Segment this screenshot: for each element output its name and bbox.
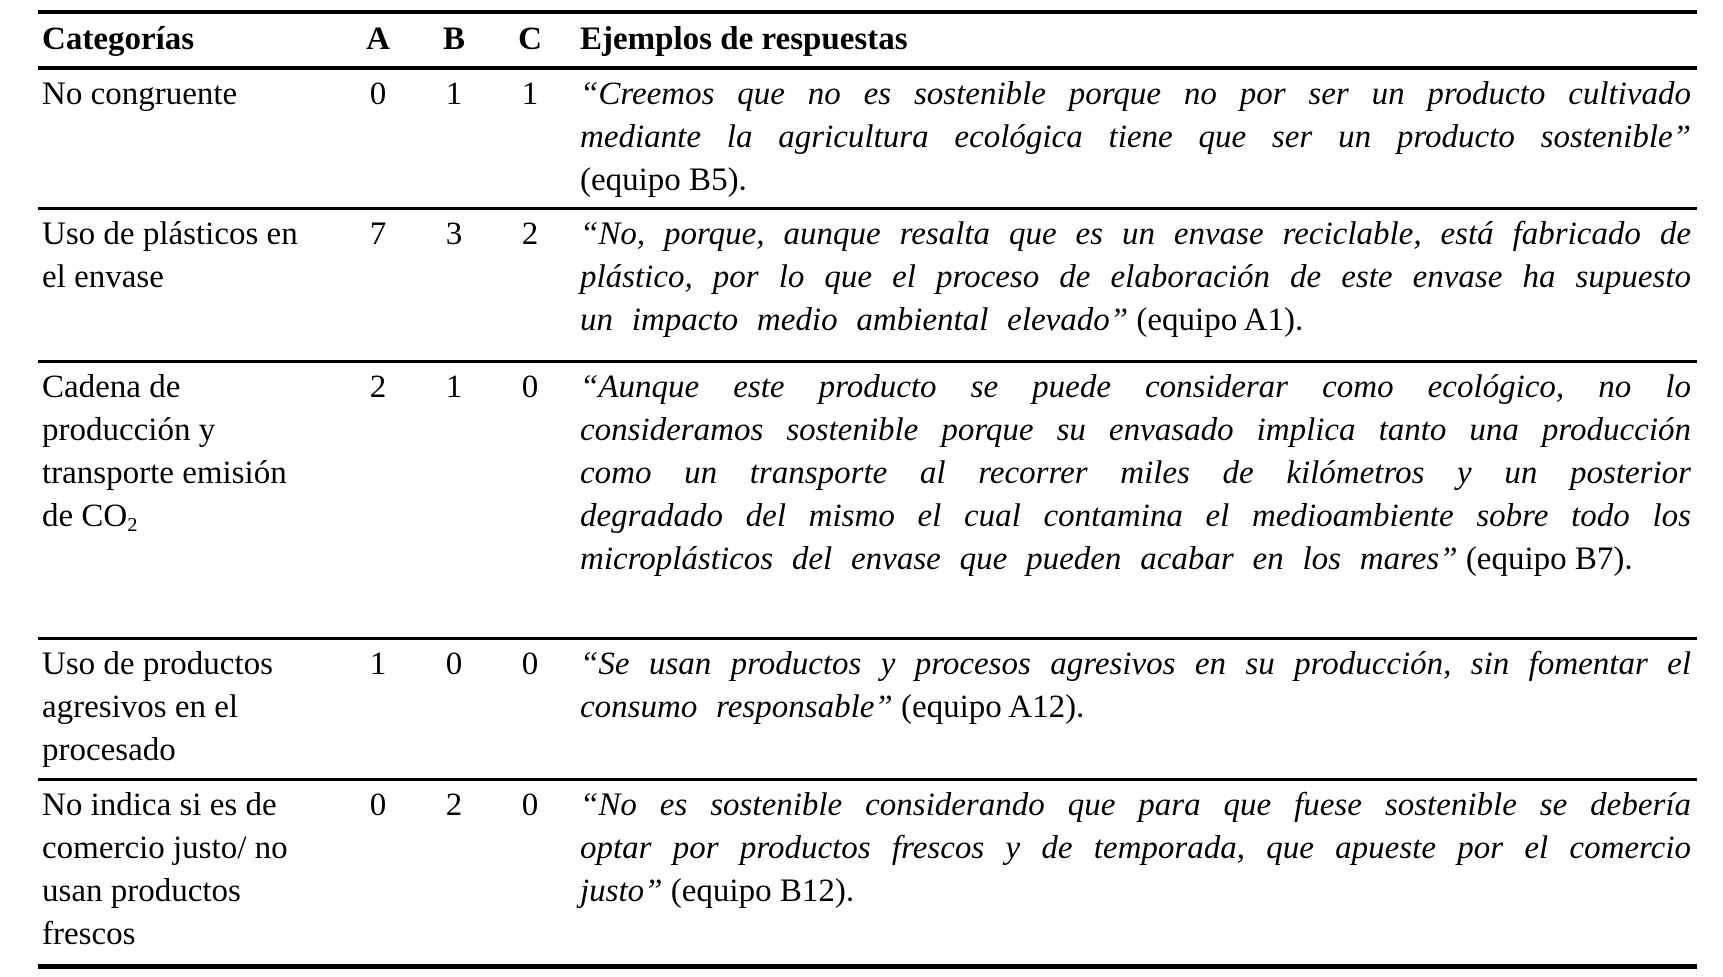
- category-cell: [38, 780, 340, 967]
- quote-text: “No es sostenible considerando que para que fuese sostenible se debería optar por productos frescos y de temporada, que apueste por el comercio justo”: [580, 787, 1691, 909]
- quote-text: “Aunque este producto se puede considerar como ecológico, no lo consideramos sostenible porque su envasado implica tanto una producción como un transporte al recorrer miles de kilómetros y un posterior degradado del mismo el cual contamina el medioambiente sobre todo los microplásticos del envase que pueden acabar en los mares”: [580, 369, 1691, 577]
- attribution-text: (equipo A1).: [1128, 302, 1304, 338]
- count-a: 1: [340, 639, 416, 780]
- table-row: [38, 780, 1697, 967]
- count-c: 0: [492, 639, 568, 780]
- col-header-c: C: [492, 12, 568, 68]
- count-c: 0: [492, 362, 568, 639]
- example-cell: [568, 639, 1697, 780]
- category-text: Uso de productos agresivos en el procesado: [42, 646, 273, 768]
- count-c: 2: [492, 209, 568, 362]
- example-cell: [568, 362, 1697, 639]
- categories-table: [38, 10, 1697, 969]
- count-b: 0: [416, 639, 492, 780]
- table-row: [38, 639, 1697, 780]
- col-header-categorias: Categorías: [38, 12, 340, 68]
- quote-text: “Se usan productos y procesos agresivos en su producción, sin fomentar el consumo responsable”: [580, 646, 1691, 725]
- category-text: No congruente: [42, 76, 238, 112]
- table-header-row: [38, 12, 1697, 68]
- category-subscript: 2: [127, 514, 138, 537]
- col-header-ejemplos: Ejemplos de respuestas: [568, 12, 1697, 68]
- category-cell: [38, 209, 340, 362]
- count-b: 3: [416, 209, 492, 362]
- table-row: [38, 209, 1697, 362]
- count-b: 2: [416, 780, 492, 967]
- attribution-text: (equipo B7).: [1457, 541, 1633, 577]
- category-text: Uso de plásticos en el envase: [42, 216, 298, 295]
- attribution-text: (equipo A12).: [892, 689, 1085, 725]
- count-a: 0: [340, 780, 416, 967]
- table-row: [38, 68, 1697, 209]
- count-a: 7: [340, 209, 416, 362]
- count-b: 1: [445, 76, 463, 112]
- example-cell: [568, 209, 1697, 362]
- category-text: No indica si es de comercio justo/ no usan productos frescos: [42, 787, 288, 952]
- count-c: 0: [492, 780, 568, 967]
- count-b: 1: [416, 362, 492, 639]
- category-cell: [38, 639, 340, 780]
- category-cell: [38, 362, 340, 639]
- category-text: Cadena de producción y transporte emisión de CO: [42, 369, 287, 534]
- count-a: 2: [340, 362, 416, 639]
- attribution-text: (equipo B12).: [662, 873, 855, 909]
- quote-text: “Creemos que no es sostenible porque no por ser un producto cultivado mediante la agricultura ecológica tiene que ser un producto sostenible”: [580, 76, 1691, 155]
- table-row: [38, 362, 1697, 639]
- attribution-text: (equipo B5).: [580, 162, 747, 198]
- col-header-a: A: [340, 12, 416, 68]
- quote-text: “No, porque, aunque resalta que es un envase reciclable, está fabricado de plástico, por lo que el proceso de elaboración de este envase ha supuesto un impacto medio ambiental elevado”: [580, 216, 1691, 338]
- count-a: 0: [369, 76, 387, 112]
- count-c: 1: [521, 76, 539, 112]
- col-header-b: B: [416, 12, 492, 68]
- category-cell: [38, 68, 340, 209]
- example-cell: [568, 68, 1697, 209]
- example-cell: [568, 780, 1697, 967]
